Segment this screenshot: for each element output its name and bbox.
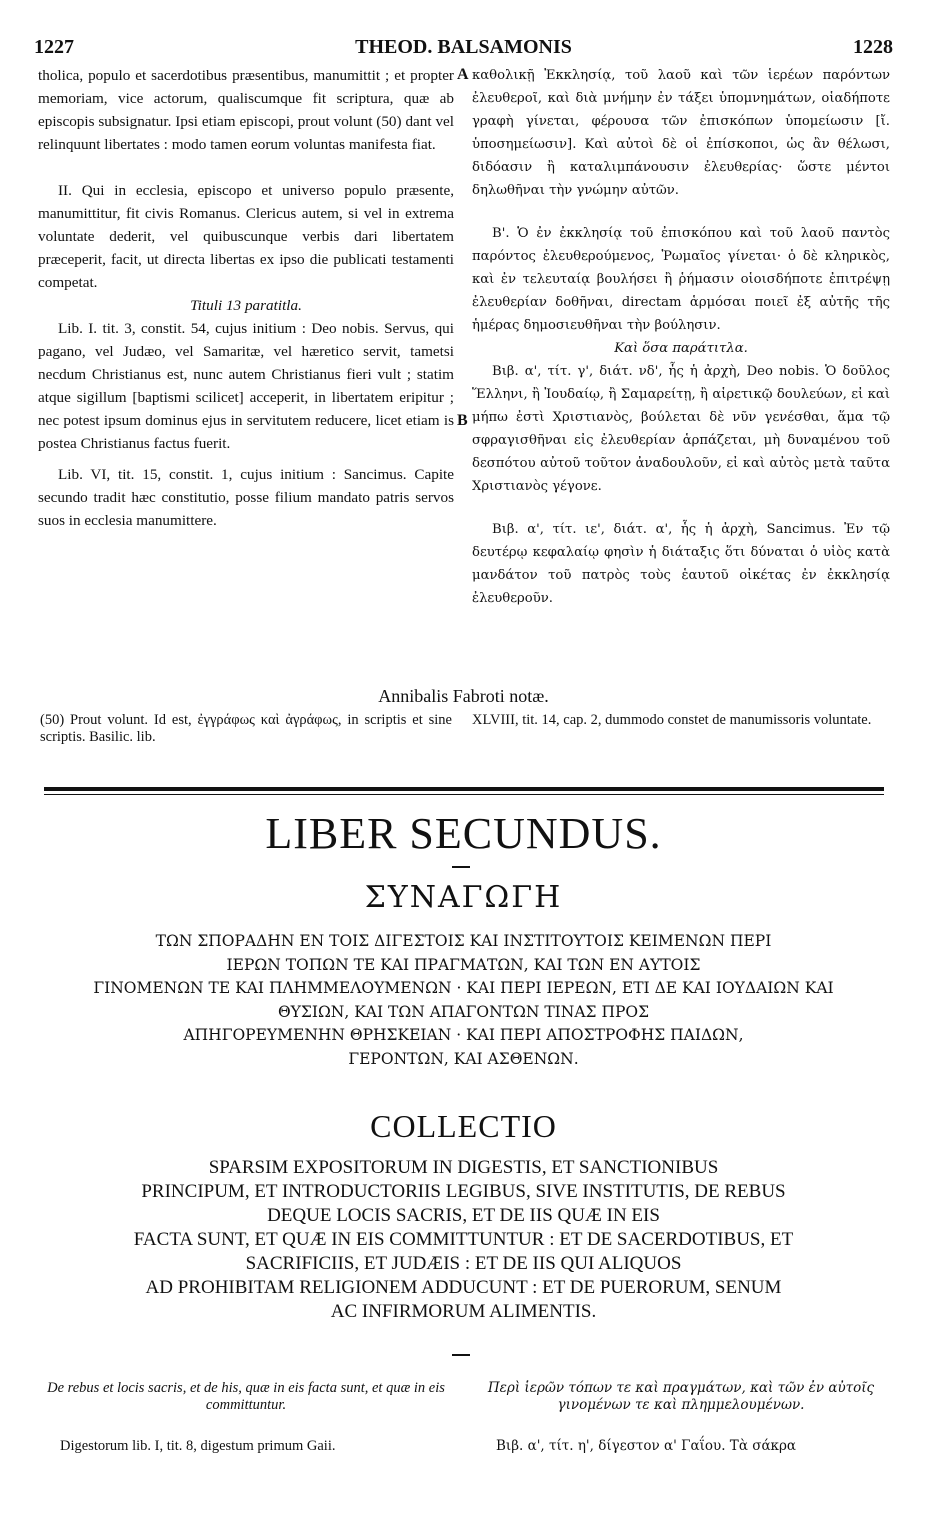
greek-column — [472, 64, 890, 610]
section-rule-thick — [44, 787, 884, 791]
latin-heading: COLLECTIO — [370, 1108, 557, 1144]
greek-title-line: ΓΙΝΟΜΕΝΩΝ ΤΕ ΚΑΙ ΠΛΗΜΜΕΛΟΥΜΕΝΩΝ · ΚΑΙ ΠΕΡΙ ΙΕΡΕΩΝ, ΕΤΙ ΔΕ ΚΑΙ ΙΟΥΔΑΙΩΝ ΚΑΙ — [93, 979, 834, 998]
latin-paragraph: Lib. VI, tit. 15, constit. 1, cujus initium : Sancimus. Capite secundo tradit hæc constitutio, posse filium mandato patris servos suos in ecclesia manumittere. — [38, 466, 454, 529]
greek-heading: ΣΥΝΑΓΩΓΗ — [364, 880, 563, 915]
running-title: THEOD. BALSAMONIS — [355, 36, 572, 58]
greek-title-line: ΘΥΣΙΩΝ, ΚΑΙ ΤΩΝ ΑΠΑΓΟΝΤΩΝ ΤΙΝΑΣ ΠΡΟΣ — [277, 1002, 650, 1021]
section-text-greek: Βιβ. α', τίτ. η', δίγεστον α' Γαΐου. Τὰ σάκρα — [496, 1438, 797, 1454]
latin-title-line: SPARSIM EXPOSITORUM IN DIGESTIS, ET SANCTIONIBUS — [208, 1157, 719, 1178]
latin-title-line: DEQUE LOCIS SACRIS, ET DE IIS QUÆ IN EIS — [267, 1205, 660, 1226]
note-left: (50) Prout volunt. Id est, ἐγγράφως καὶ ἀγράφως, in scriptis et sine scriptis. Basilic. lib. — [40, 712, 452, 745]
running-header — [34, 36, 893, 60]
latin-subheading: Tituli 13 paratitla. — [190, 297, 302, 314]
section-title-latin: De rebus et locis sacris, et de his, quæ in eis facta sunt, et quæ in eis committuntur. — [47, 1380, 445, 1413]
book-title: LIBER SECUNDUS. — [265, 809, 662, 858]
section-rule-thin — [44, 794, 884, 795]
greek-title-line: ΑΠΗΓΟΡΕΥΜΕΝΗΝ ΘΡΗΣΚΕΙΑΝ · ΚΑΙ ΠΕΡΙ ΑΠΟΣΤΡΟΦΗΣ ΠΑΙΔΩΝ, — [183, 1026, 744, 1045]
note-right: XLVIII, tit. 14, cap. 2, dummodo constet de manumissoris voluntate. — [472, 712, 872, 728]
greek-paragraph: Βιβ. α', τίτ. γ', διάτ. νδ', ἧς ἡ ἀρχὴ, Deo nobis. Ὁ δοῦλος Ἕλληνι, ἢ Ἰουδαίῳ, ἢ Σαμαρείτῃ, ἢ αἱρετικῷ δουλεύων, εἰ καὶ μήπω ἐστὶ Χριστιανὸς, βούλεται δὲ νῦν γενέσθαι, ἅμα τῷ σφραγισθῆναι εἰς ἐλευθερίαν ἁρπάζεται, μὴ δυναμένου τοῦ δεσπότου αὐτοῦ τοῦτον ἀναδουλοῦν, εἰ καὶ αὐτὸς μετὰ ταῦτα Χριστιανὸς γέγονε. — [472, 364, 890, 494]
latin-title-line: AC INFIRMORUM ALIMENTIS. — [330, 1301, 597, 1322]
section-title-greek: Περὶ ἱερῶν τόπων τε καὶ πραγμάτων, καὶ τῶν ἐν αὐτοῖς γινομένων τε καὶ πλημμελουμένων. — [487, 1380, 875, 1413]
latin-title-block — [40, 1156, 887, 1324]
notes-title: Annibalis Fabroti notæ. — [378, 686, 549, 706]
greek-paragraph: καθολικῇ Ἐκκλησίᾳ, τοῦ λαοῦ καὶ τῶν ἱερέων παρόντων ἐλευθεροῖ, καὶ διὰ μνήμην ἐν τάξει ὑπομνημάτων, οἱαδήποτε γραφὴ γίνεται, φέρουσα τῶν ἐπισκόπων ὑπομείωσιν [ἴ. ὑποσημείωσιν]. Καὶ αὐτοὶ δὲ οἱ ἐπίσκοποι, ὡς ἂν θέλωσι, διδόασιν ἢ καταλιμπάνουσιν ἐλευθερίας· ὥστε μέντοι δηλωθῆναι τὴν γνώμην αὐτῶν. — [472, 68, 890, 198]
divider-dash — [452, 866, 470, 868]
latin-column — [38, 64, 454, 532]
latin-title-line: PRINCIPUM, ET INTRODUCTORIIS LEGIBUS, SIVE INSTITUTIS, DE REBUS — [141, 1181, 786, 1202]
column-marker-a: A — [457, 66, 469, 83]
section-text-latin: Digestorum lib. I, tit. 8, digestum primum Gaii. — [60, 1438, 336, 1454]
greek-title-line: ΙΕΡΩΝ ΤΟΠΩΝ ΤΕ ΚΑΙ ΠΡΑΓΜΑΤΩΝ, ΚΑΙ ΤΩΝ ΕΝ ΑΥΤΟΙΣ — [226, 955, 701, 974]
latin-paragraph: II. Qui in ecclesia, episcopo et universo populo præsente, manumittitur, fit civis Romanus. Clericus autem, si vel in extrema voluntate dederit, vel quibuscunque verbis dari libertatem præceperit, facit, ut directa libertas ex ipso die publicati testamenti competat. — [38, 182, 454, 291]
greek-subheading: Καὶ ὅσα παράτιτλα. — [614, 341, 748, 356]
greek-paragraph: Β'. Ὁ ἐν ἐκκλησίᾳ τοῦ ἐπισκόπου καὶ τοῦ λαοῦ παντὸς παρόντος ἐλευθερούμενος, Ῥωμαῖος γίνεται· ὁ δὲ κληρικὸς, καὶ ἐν τελευταίᾳ βουλήσει ἢ ῥήμασιν οἱοισδήποτε ἐπιτρέψῃ ἐλευθερίαν δοθῆναι, directam ἁρμόσαι ποιεῖ ἐξ αὐτῆς τῆς ἡμέρας δημοσιευθῆναι τὴν βούλησιν. — [472, 226, 890, 333]
page-number-left: 1227 — [34, 36, 74, 58]
latin-title-line: SACRIFICIIS, ET JUDÆIS : ET DE IIS QUI ALIQUOS — [245, 1253, 682, 1274]
greek-title-block — [50, 930, 877, 1072]
greek-paragraph: Βιβ. α', τίτ. ιε', διάτ. α', ἧς ἡ ἀρχὴ, Sancimus. Ἐν τῷ δευτέρῳ κεφαλαίῳ φησὶν ἡ διάταξις ὅτι δύναται ὁ υἱὸς κατὰ μανδάτον τοῦ πατρὸς τοὺς ἑαυτοῦ οἰκέτας ἐν ἐκκλησίᾳ ἐλευθεροῦν. — [472, 522, 890, 606]
column-marker-b: B — [457, 412, 468, 429]
latin-paragraph: tholica, populo et sacerdotibus præsentibus, manumittit ; et propter memoriam, vice actorum, qualiscumque fit scriptura, quæ ab episcopis subsignatur. Ipsi etiam episcopi, prout volunt (50) dant vel relinquunt libertates : modo tamen eorum voluntas manifesta fiat. — [38, 67, 454, 153]
latin-title-line: AD PROHIBITAM RELIGIONEM ADDUCUNT : ET DE PUERORUM, SENUM — [145, 1277, 782, 1298]
divider-dash — [452, 1354, 470, 1356]
greek-title-line: ΤΩΝ ΣΠΟΡΑΔΗΝ ΕΝ ΤΟΙΣ ΔΙΓΕΣΤΟΙΣ ΚΑΙ ΙΝΣΤΙΤΟΥΤΟΙΣ ΚΕΙΜΕΝΩΝ ΠΕΡΙ — [155, 932, 772, 950]
latin-paragraph: Lib. I. tit. 3, constit. 54, cujus initium : Deo nobis. Servus, qui pagano, vel Judæo, vel Samaritæ, vel hæretico servit, tametsi necdum Christianus est, nunc autem Christianus fieri vult ; statim atque sigillum [baptismi scilicet] acceperit, in libertatem eripitur ; nec potest ipsum dominus ejus in servitutem reducere, licet etiam is postea Christianus factus fuerit. — [38, 320, 454, 452]
latin-title-line: FACTA SUNT, ET QUÆ IN EIS COMMITTUNTUR : ET DE SACERDOTIBUS, ET — [133, 1229, 794, 1250]
greek-title-line: ΓΕΡΟΝΤΩΝ, ΚΑΙ ΑΣΘΕΝΩΝ. — [348, 1049, 579, 1068]
page-number-right: 1228 — [853, 36, 893, 58]
